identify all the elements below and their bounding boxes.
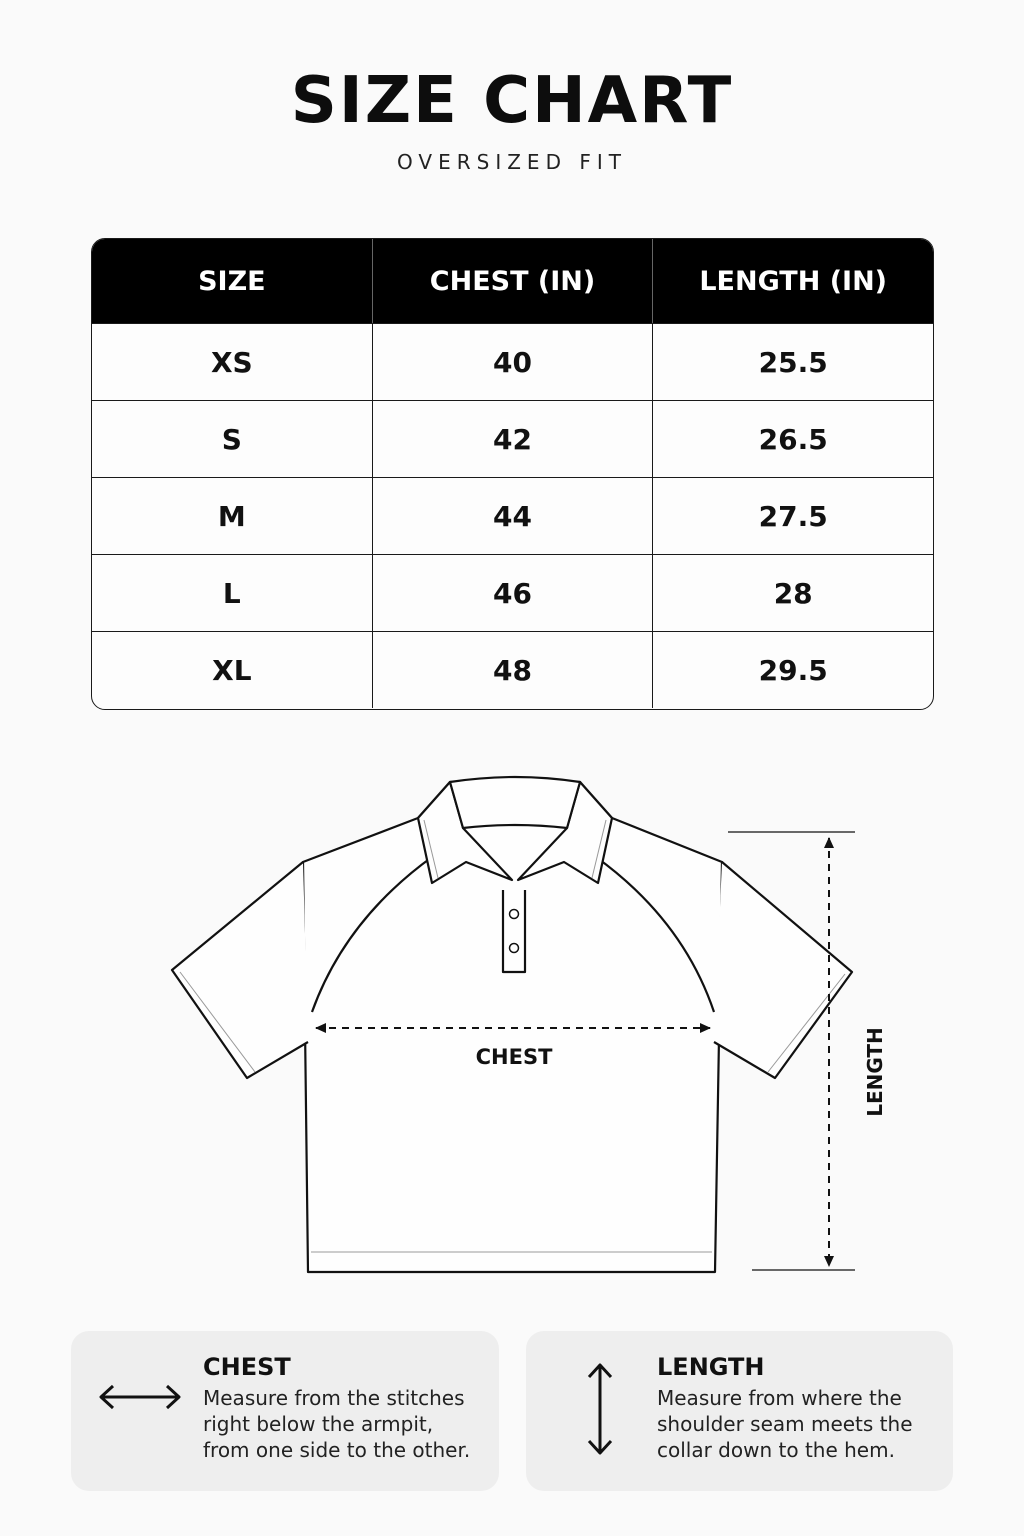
collar-back <box>450 777 580 828</box>
size-cell: M <box>92 478 373 554</box>
polo-shirt-outline <box>172 777 852 1272</box>
length-card-title: LENGTH <box>657 1353 765 1381</box>
button <box>510 944 519 953</box>
header-size: SIZE <box>92 239 373 323</box>
length-cell: 27.5 <box>758 499 828 533</box>
chest-label: CHEST <box>475 1045 553 1069</box>
chest-cell: 44 <box>373 478 654 554</box>
right-sleeve <box>714 862 852 1078</box>
table-row <box>92 400 933 477</box>
table-header <box>92 239 933 323</box>
table-row <box>92 477 933 554</box>
chest-cell: 48 <box>373 632 654 708</box>
size-cell: L <box>92 555 373 631</box>
table-row <box>92 323 933 400</box>
shirt-diagram <box>0 760 1024 1300</box>
header-chest: CHEST (IN) <box>373 239 654 323</box>
length-cell: 28 <box>773 576 813 610</box>
size-cell: S <box>92 401 373 477</box>
chest-card-title: CHEST <box>203 1353 291 1381</box>
page-subtitle: OVERSIZED FIT <box>397 150 627 174</box>
length-cell: 25.5 <box>758 345 828 379</box>
left-sleeve <box>172 862 308 1078</box>
length-cell: 29.5 <box>758 653 828 687</box>
table-row <box>92 554 933 631</box>
header-length: LENGTH (IN) <box>699 265 888 297</box>
chest-info-card <box>71 1331 499 1491</box>
table-row <box>92 631 933 708</box>
size-cell: XL <box>92 632 373 708</box>
chest-cell: 42 <box>373 401 654 477</box>
size-table <box>91 238 934 710</box>
size-cell: XS <box>92 324 373 400</box>
chest-card-body: Measure from the stitches right below the armpit, from one side to the other. <box>203 1386 471 1462</box>
page-title: SIZE CHART <box>290 64 734 138</box>
chest-cell: 40 <box>373 324 654 400</box>
placket <box>503 890 525 972</box>
vertical-double-arrow-icon <box>585 1361 615 1457</box>
length-cell: 26.5 <box>758 422 828 456</box>
length-info-card <box>526 1331 953 1491</box>
length-card-body: Measure from where the shoulder seam meets the collar down to the hem. <box>657 1386 913 1462</box>
horizontal-double-arrow-icon <box>97 1382 183 1412</box>
length-label: LENGTH <box>863 1027 887 1117</box>
chest-cell: 46 <box>373 555 654 631</box>
button <box>510 910 519 919</box>
